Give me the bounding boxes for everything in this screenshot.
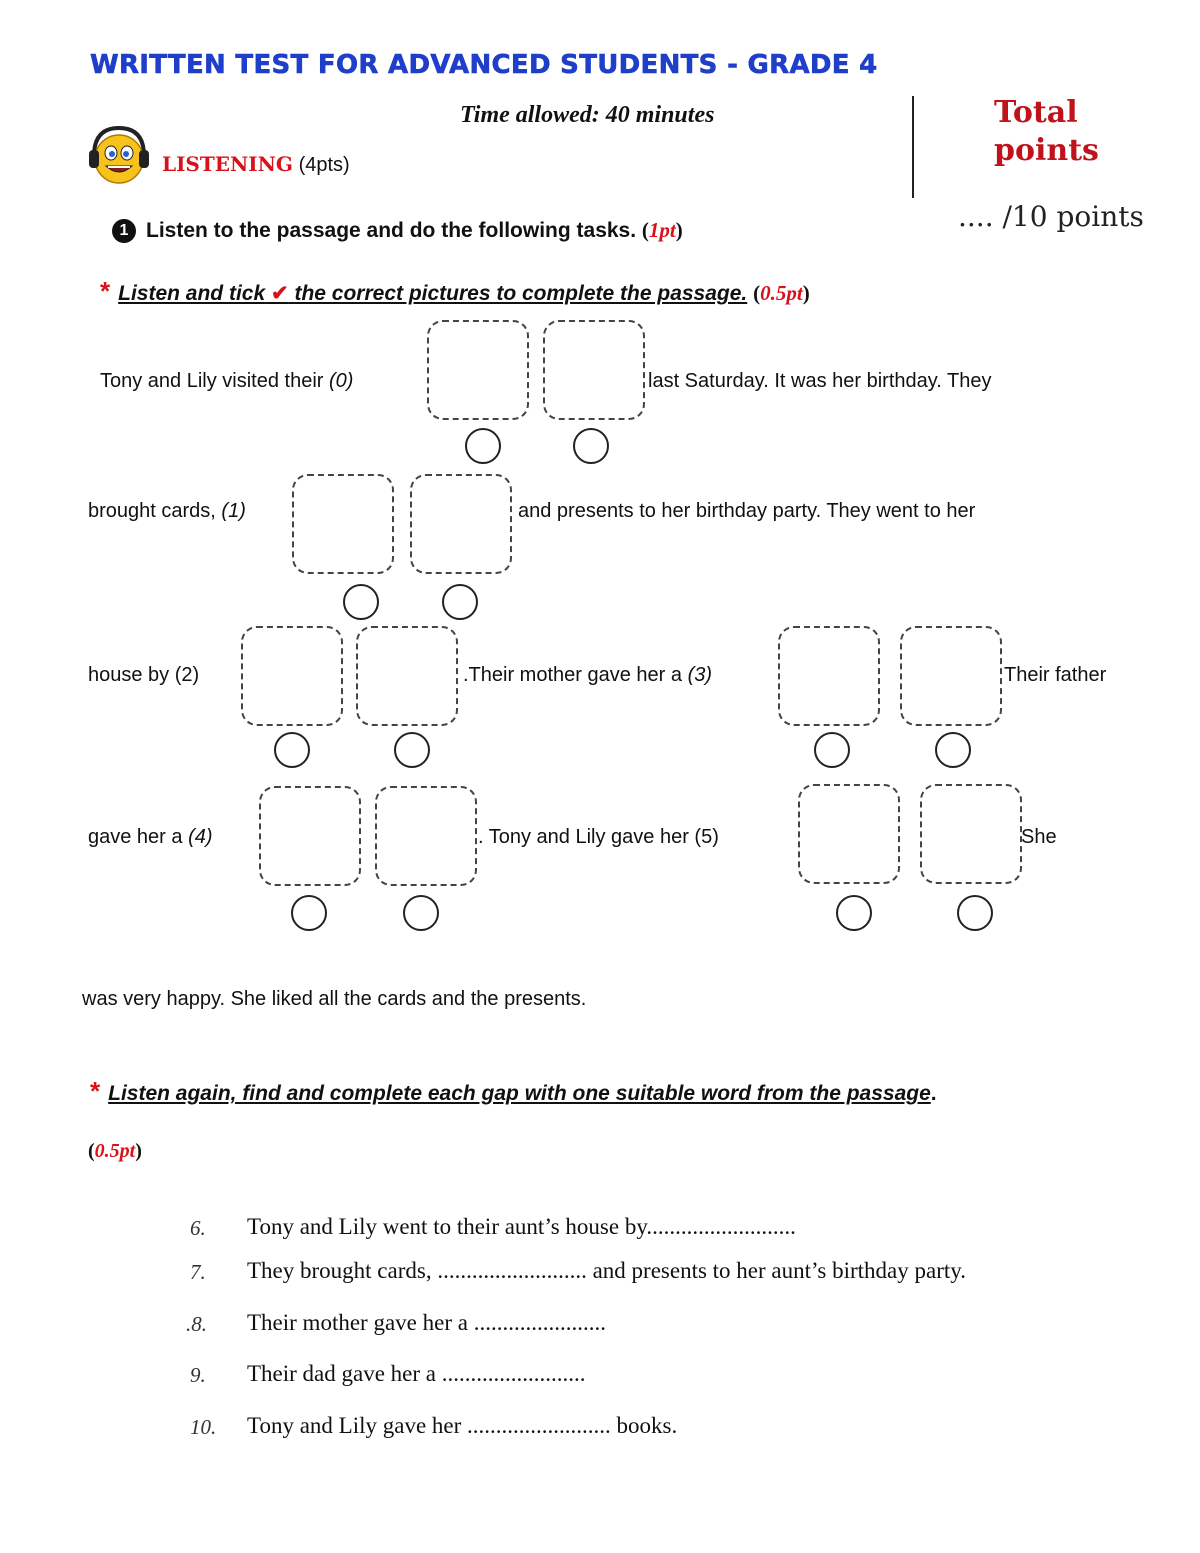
header-divider — [912, 96, 914, 198]
total-label-line1: Total — [994, 95, 1078, 130]
total-label-line2: points — [994, 133, 1099, 168]
part-a-text-1: Listen and tick — [118, 282, 266, 305]
question-number: 7. — [190, 1260, 206, 1284]
passage-line-1 — [88, 500, 246, 523]
passage-text: .Their mother gave her a — [463, 664, 682, 686]
picture-option-box — [375, 786, 477, 886]
tick-circle[interactable] — [814, 732, 850, 768]
picture-option-box — [410, 474, 512, 574]
passage-text: brought cards, — [88, 500, 216, 522]
part-a-instruction: * Listen and tick ✔ the correct pictures to complete the passage. (0.5pt) — [100, 276, 810, 306]
question-text: Their dad gave her a ......................... — [247, 1361, 586, 1386]
question-number: 6. — [190, 1216, 206, 1240]
part-a-text-2: the correct pictures to complete the passage. — [294, 282, 748, 305]
passage-closing: was very happy. She liked all the cards and the presents. — [82, 988, 587, 1010]
passage-line-2-mid — [463, 664, 712, 687]
passage-text: Tony and Lily visited their — [100, 370, 324, 392]
picture-option-box — [920, 784, 1022, 884]
tick-circle[interactable] — [836, 895, 872, 931]
part-b-text: Listen again, find and complete each gap with one suitable word from the passage — [108, 1082, 931, 1105]
passage-text: and presents to her birthday party. They went to her — [518, 500, 976, 522]
passage-text: gave her a — [88, 826, 183, 848]
question-number: 9. — [190, 1363, 206, 1387]
passage-text: house by (2) — [88, 664, 200, 686]
tick-circle[interactable] — [343, 584, 379, 620]
tick-circle[interactable] — [403, 895, 439, 931]
passage-line-0 — [100, 370, 353, 393]
question-number: 10. — [190, 1415, 217, 1439]
section-name: LISTENING — [162, 152, 293, 176]
test-title: WRITTEN TEST FOR ADVANCED STUDENTS - GRADE 4 — [90, 50, 878, 80]
question-text: Tony and Lily gave her ......................... books. — [247, 1413, 678, 1438]
gap-number: (1) — [221, 500, 246, 522]
total-points-label — [994, 94, 1099, 170]
tick-circle[interactable] — [394, 732, 430, 768]
part-a-points: 0.5pt — [760, 281, 803, 305]
question-text: Their mother gave her a ....................... — [247, 1310, 606, 1335]
score-field: .... /10 points — [958, 200, 1144, 233]
passage-line-4 — [88, 826, 213, 849]
picture-option-box — [778, 626, 880, 726]
picture-option-box — [900, 626, 1002, 726]
question-text: Tony and Lily went to their aunt’s house by.......................... — [247, 1214, 796, 1239]
picture-option-box — [241, 626, 343, 726]
part-b-points-wrap: (0.5pt) — [88, 1140, 142, 1162]
part-b-period: . — [930, 1082, 937, 1105]
tick-circle[interactable] — [935, 732, 971, 768]
tick-circle[interactable] — [573, 428, 609, 464]
picture-option-box — [427, 320, 529, 420]
task-1-points: 1pt — [648, 218, 676, 242]
gap-number: (3) — [687, 664, 713, 686]
smiley-headphones-icon — [86, 122, 152, 188]
gap-number: (4) — [188, 826, 213, 848]
task-1-text: Listen to the passage and do the following tasks. — [146, 219, 637, 242]
task-1-heading: 1 Listen to the passage and do the following tasks. (1pt) — [112, 218, 683, 243]
picture-option-box — [292, 474, 394, 574]
passage-text: She — [1021, 826, 1057, 848]
passage-text: Their father — [1004, 664, 1107, 686]
checkmark-icon: ✔ — [271, 282, 289, 305]
section-heading — [162, 152, 350, 177]
tick-circle[interactable] — [442, 584, 478, 620]
tick-circle[interactable] — [291, 895, 327, 931]
picture-option-box — [356, 626, 458, 726]
task-number-badge: 1 — [112, 219, 136, 243]
section-points: (4pts) — [298, 154, 350, 176]
time-allowed: Time allowed: 40 minutes — [460, 102, 715, 128]
part-b-points: 0.5pt — [94, 1140, 136, 1162]
part-b-instruction — [90, 1076, 937, 1107]
picture-option-box — [798, 784, 900, 884]
asterisk-icon: * — [90, 1076, 101, 1106]
passage-text: . Tony and Lily gave her (5) — [478, 826, 719, 848]
question-number: .8. — [186, 1312, 207, 1336]
picture-option-box — [259, 786, 361, 886]
question-text: They brought cards, .......................... and presents to her aunt’s birthday party. — [247, 1258, 967, 1283]
passage-text: last Saturday. It was her birthday. They — [648, 370, 992, 392]
gap-number: (0) — [329, 370, 354, 392]
picture-option-box — [543, 320, 645, 420]
tick-circle[interactable] — [274, 732, 310, 768]
tick-circle[interactable] — [957, 895, 993, 931]
asterisk-icon: * — [100, 276, 111, 306]
tick-circle[interactable] — [465, 428, 501, 464]
